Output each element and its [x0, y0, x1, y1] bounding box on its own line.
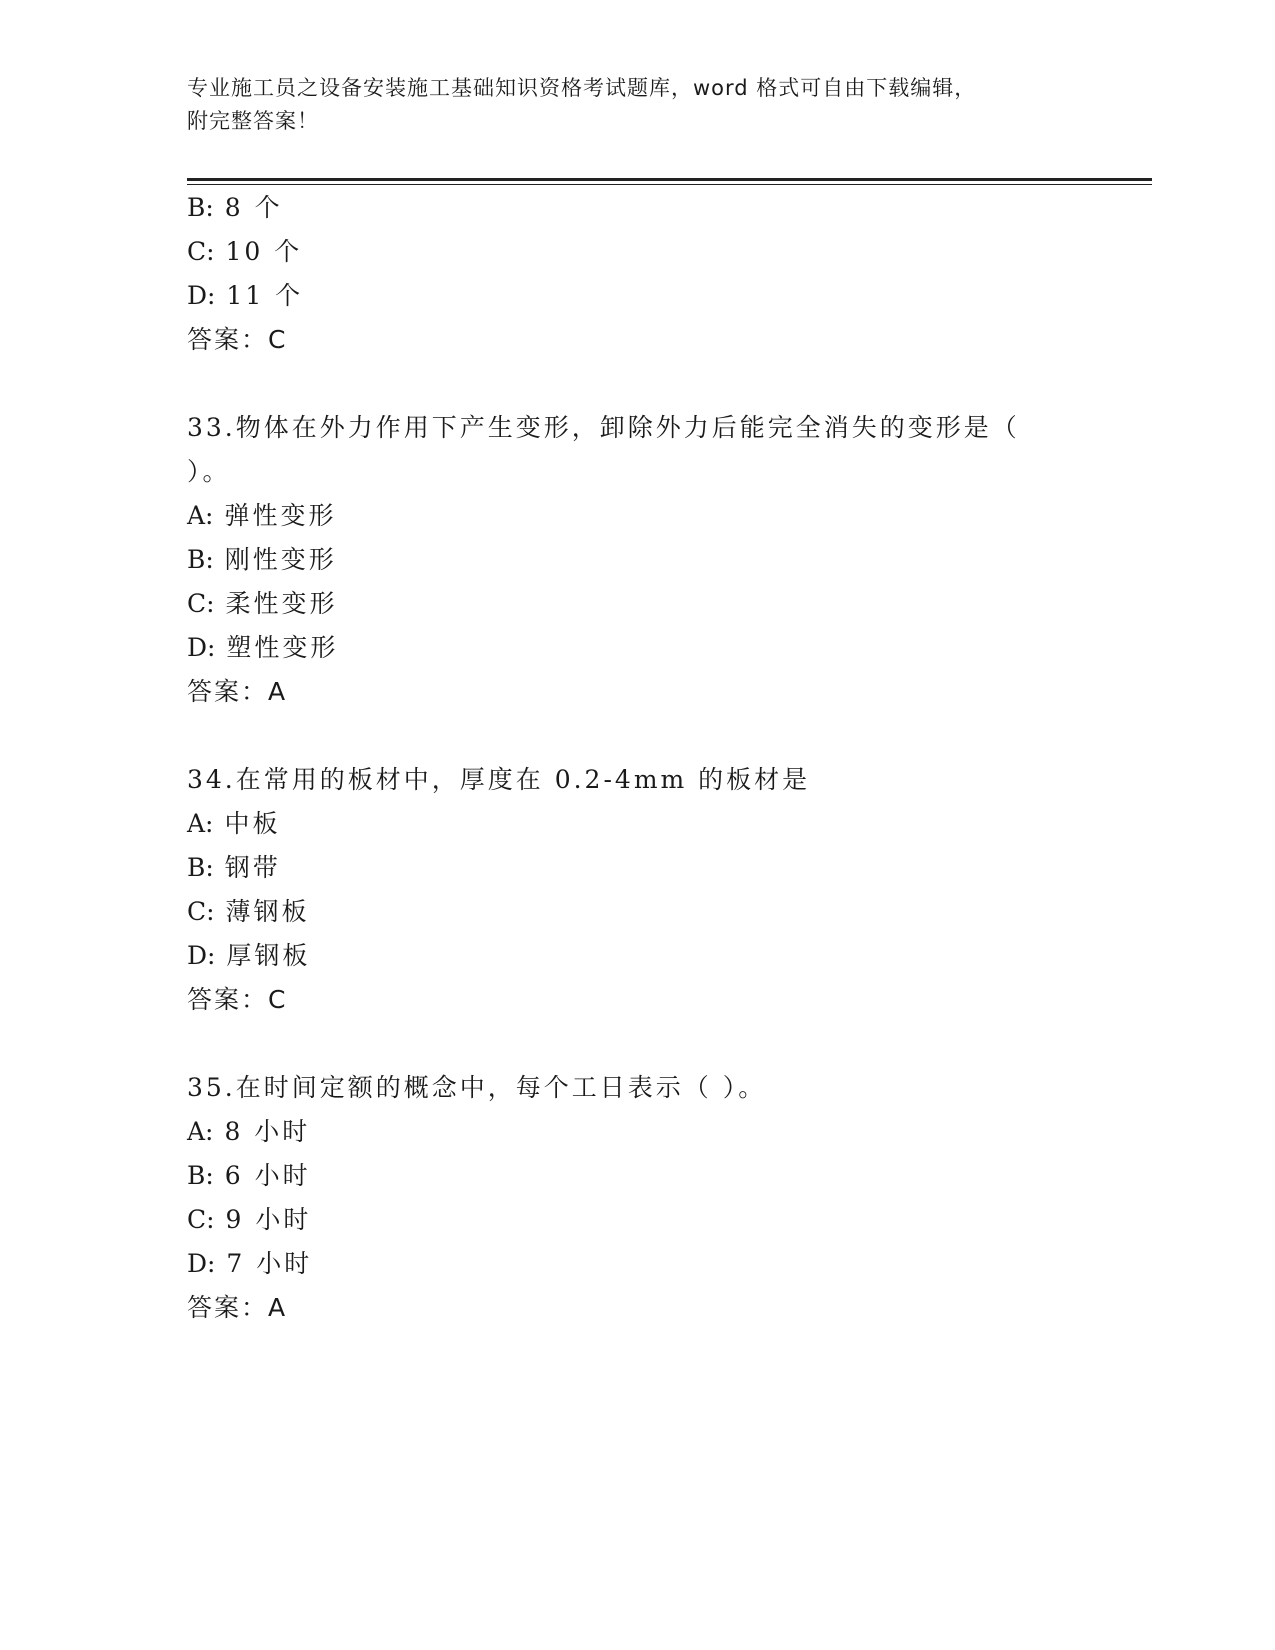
- header-divider-thick: [187, 178, 1152, 181]
- header-divider-thin: [187, 184, 1152, 185]
- q33-option-c: C: 柔性变形: [187, 589, 338, 618]
- q33-option-b: B: 刚性变形: [187, 545, 337, 574]
- q33-stem-line1: 33.物体在外力作用下产生变形，卸除外力后能完全消失的变形是（: [187, 413, 1020, 442]
- prev-answer: 答案：C: [187, 325, 288, 354]
- q35-stem-line1: 35.在时间定额的概念中，每个工日表示（ ）。: [187, 1073, 767, 1102]
- prev-option-b: B: 8 个: [187, 193, 283, 222]
- header-title-line2: 附完整答案！: [187, 109, 319, 133]
- q35-option-a: A: 8 小时: [187, 1117, 311, 1146]
- q33-stem-line2: ）。: [187, 457, 231, 486]
- q33-option-d: D: 塑性变形: [187, 633, 339, 662]
- prev-option-c: C: 10 个: [187, 237, 303, 266]
- document-header: [187, 72, 1087, 138]
- header-title-line1: 专业施工员之设备安装施工基础知识资格考试题库，word 格式可自由下载编辑，: [187, 76, 977, 100]
- q35-answer: 答案：A: [187, 1293, 288, 1322]
- q34-option-c: C: 薄钢板: [187, 897, 310, 926]
- q35-option-d: D: 7 小时: [187, 1249, 313, 1278]
- q34-option-a: A: 中板: [187, 809, 281, 838]
- q33-option-a: A: 弹性变形: [187, 501, 337, 530]
- q34-option-d: D: 厚钢板: [187, 941, 311, 970]
- q35-option-c: C: 9 小时: [187, 1205, 312, 1234]
- q33-answer: 答案：A: [187, 677, 288, 706]
- q34-stem-line1: 34.在常用的板材中，厚度在 0.2-4mm 的板材是: [187, 765, 811, 794]
- q34-answer: 答案：C: [187, 985, 288, 1014]
- q35-option-b: B: 6 小时: [187, 1161, 311, 1190]
- q34-option-b: B: 钢带: [187, 853, 281, 882]
- prev-option-d: D: 11 个: [187, 281, 304, 310]
